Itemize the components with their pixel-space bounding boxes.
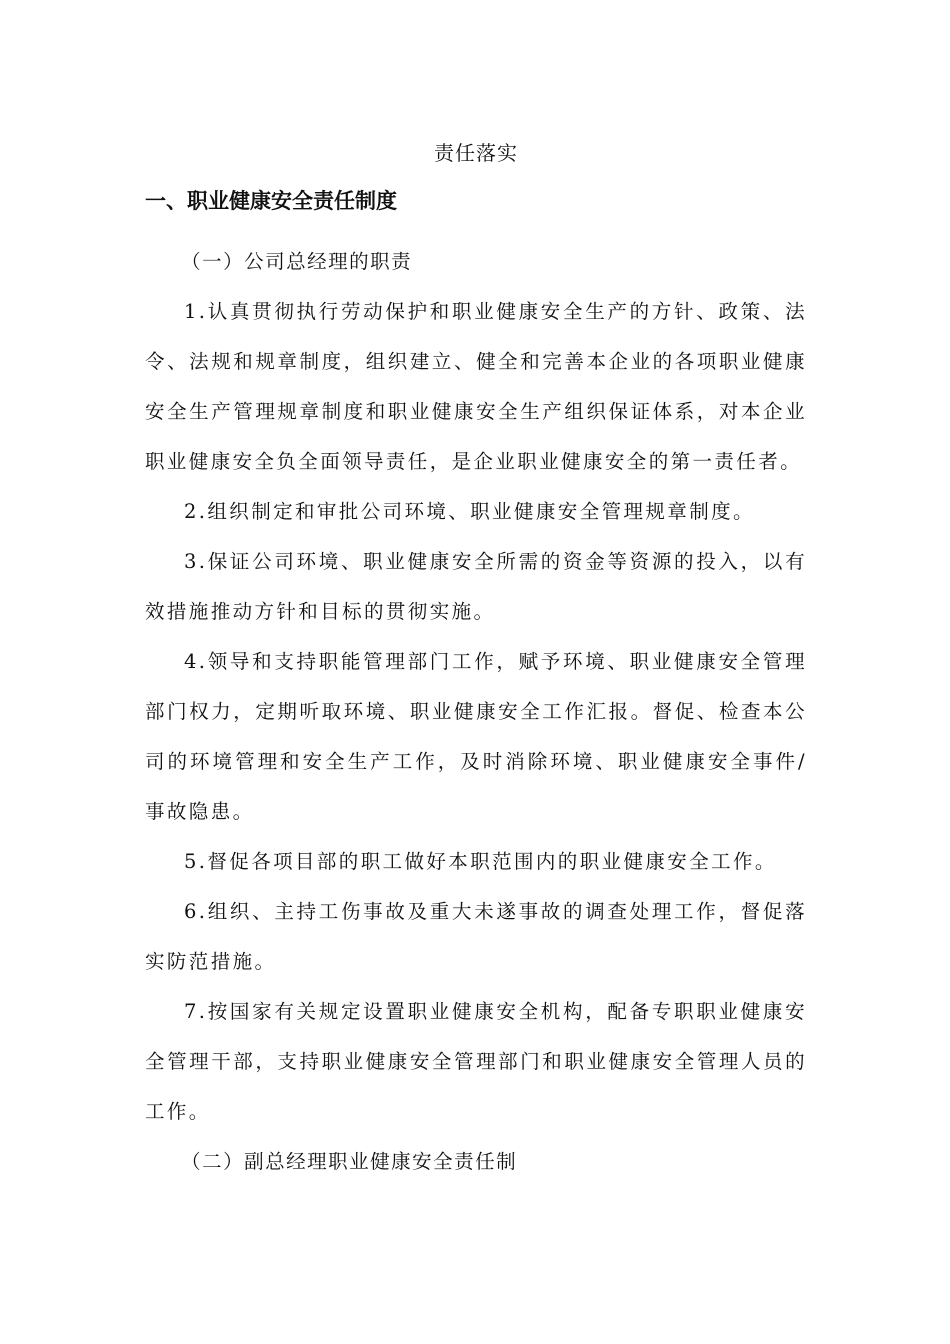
paragraph-item-6: 6.组织、主持工伤事故及重大未遂事故的调查处理工作，督促落实防范措施。: [145, 900, 807, 973]
paragraph-item-7: 7.按国家有关规定设置职业健康安全机构，配备专职职业健康安全管理干部，支持职业健康安全管理部门和职业健康安全管理人员的工作。: [145, 1000, 807, 1123]
paragraph-item-4: 4.领导和支持职能管理部门工作，赋予环境、职业健康安全管理部门权力，定期听取环境、职业健康安全工作汇报。督促、检查本公司的环境管理和安全生产工作，及时消除环境、职业健康安全事件/事故隐患。: [145, 650, 807, 823]
subsection-heading-2: （二）副总经理职业健康安全责任制: [181, 1150, 518, 1173]
paragraph-item-1: 1.认真贯彻执行劳动保护和职业健康安全生产的方针、政策、法令、法规和规章制度，组织建立、健全和完善本企业的各项职业健康安全生产管理规章制度和职业健康安全生产组织保证体系，对本企业职业健康安全负全面领导责任，是企业职业健康安全的第一责任者。: [145, 300, 807, 473]
subsection-heading-1: （一）公司总经理的职责: [181, 250, 413, 273]
paragraph-item-5: 5.督促各项目部的职工做好本职范围内的职业健康安全工作。: [184, 850, 777, 873]
document-body: [145, 237, 807, 1187]
paragraph-item-2: 2.组织制定和审批公司环境、职业健康安全管理规章制度。: [184, 500, 755, 523]
paragraph-item-3: 3.保证公司环境、职业健康安全所需的资金等资源的投入，以有效措施推动方针和目标的贯彻实施。: [145, 550, 807, 623]
section-heading: 一、职业健康安全责任制度: [145, 189, 397, 213]
document-title: 责任落实: [434, 141, 518, 165]
